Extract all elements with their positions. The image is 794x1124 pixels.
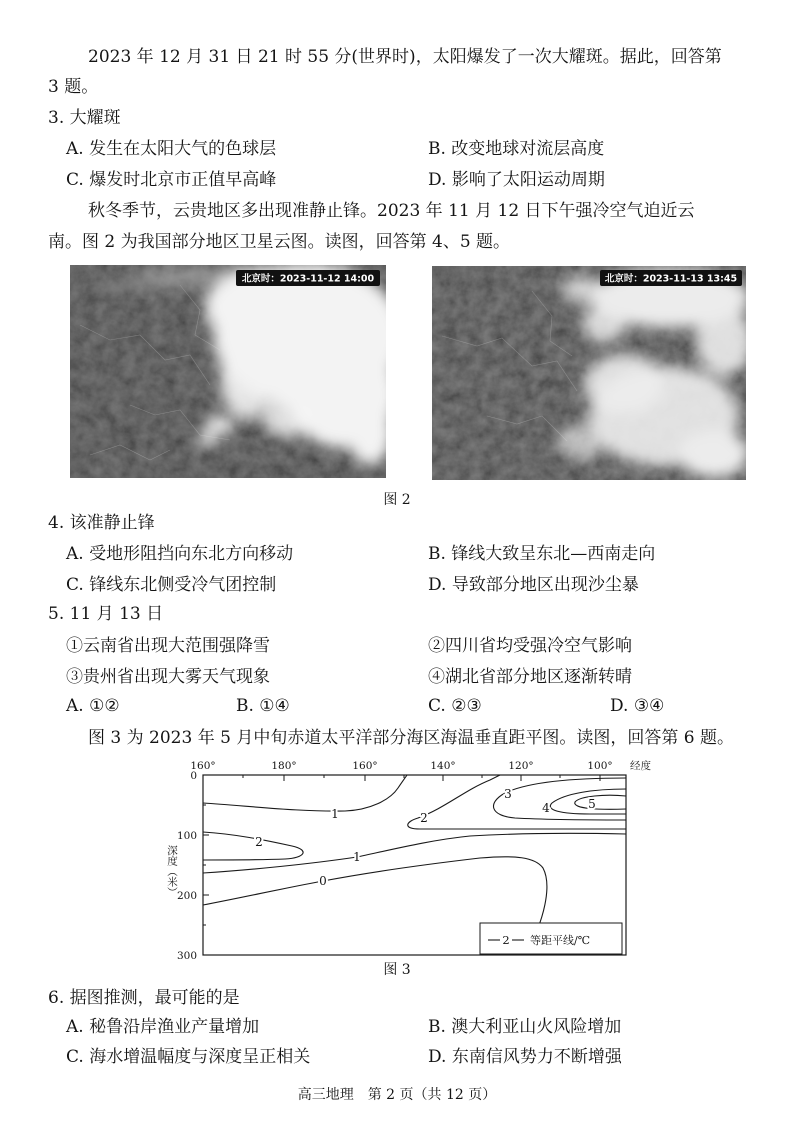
- q4-stem: 4. 该准静止锋: [48, 513, 155, 533]
- q5-statement-2: ②四川省均受强冷空气影响: [428, 636, 632, 656]
- q6-intro: 图 3 为 2023 年 5 月中旬赤道太平洋部分海区海温垂直距平图。读图，回答第 6 题。: [88, 728, 734, 748]
- q45-intro-line-1: 秋冬季节，云贵地区多出现准静止锋。2023 年 11 月 12 日下午强冷空气迫近云: [88, 201, 695, 221]
- q4-option-d: D. 导致部分地区出现沙尘暴: [428, 575, 639, 595]
- y-tick-label: 300: [176, 950, 197, 962]
- y-tick-label: 0: [190, 770, 197, 782]
- q5-statement-3: ③贵州省出现大雾天气现象: [66, 667, 270, 687]
- q5-option-c: C. ②③: [428, 696, 482, 716]
- q4-option-b: B. 锋线大致呈东北—西南走向: [428, 544, 656, 564]
- q3-stem: 3. 大耀斑: [48, 108, 121, 128]
- q6-option-d: D. 东南信风势力不断增强: [428, 1047, 622, 1067]
- y-axis-title: 深度（米）: [166, 845, 178, 898]
- x-tick-label: 160°: [190, 760, 216, 772]
- x-axis-title: 经度: [630, 760, 651, 772]
- x-tick-label: 140°: [430, 760, 456, 772]
- q3-option-b: B. 改变地球对流层高度: [428, 139, 605, 159]
- contour-label: 2: [420, 811, 428, 825]
- satellite-image-nov13: [432, 266, 746, 480]
- contour-label: 2: [255, 835, 263, 849]
- contour-1-lower: [203, 833, 626, 873]
- q5-option-a: A. ①②: [66, 696, 120, 716]
- q3-option-d: D. 影响了太阳运动周期: [428, 170, 605, 190]
- q5-stem: 5. 11 月 13 日: [48, 604, 164, 624]
- q6-stem: 6. 据图推测，最可能的是: [48, 988, 240, 1008]
- contour-label: 0: [319, 874, 327, 888]
- figure-3-anomaly-chart: [160, 755, 660, 967]
- legend-sample-value: 2: [502, 933, 510, 947]
- y-tick-label: 200: [176, 890, 197, 902]
- contour-5: [575, 795, 626, 809]
- q4-option-c: C. 锋线东北侧受冷气团控制: [66, 575, 277, 595]
- contour-2-lower: [203, 832, 303, 860]
- contour-1-upper: [203, 775, 407, 811]
- x-tick-label: 160°: [352, 760, 378, 772]
- contour-label: 3: [504, 787, 512, 801]
- q3-intro-line-2: 3 题。: [48, 77, 99, 97]
- y-axis-ticks: [203, 805, 209, 925]
- satellite-timestamp-1: 北京时：2023-11-12 14:00: [241, 273, 375, 285]
- chart-legend: [480, 923, 622, 954]
- q5-option-b: B. ①④: [236, 696, 290, 716]
- contour-label: 1: [353, 850, 361, 864]
- q4-option-a: A. 受地形阻挡向东北方向移动: [66, 544, 294, 564]
- contour-label: 5: [588, 797, 596, 811]
- q6-option-b: B. 澳大利亚山火风险增加: [428, 1017, 622, 1037]
- q5-statement-4: ④湖北省部分地区逐渐转晴: [428, 667, 632, 687]
- satellite-timestamp-2: 北京时：2023-11-13 13:45: [604, 273, 738, 285]
- satellite-image-nov12: [70, 265, 386, 478]
- x-tick-label: 180°: [271, 760, 297, 772]
- q3-option-c: C. 爆发时北京市正值早高峰: [66, 170, 277, 190]
- q45-intro-line-2: 南。图 2 为我国部分地区卫星云图。读图，回答第 4、5 题。: [48, 232, 511, 252]
- x-tick-label: 100°: [587, 760, 613, 772]
- q5-statement-1: ①云南省出现大范围强降雪: [66, 636, 270, 656]
- q6-option-a: A. 秘鲁沿岸渔业产量增加: [66, 1017, 260, 1037]
- figure-3-caption: 图 3: [383, 962, 411, 978]
- x-axis-ticks: [243, 775, 600, 781]
- x-tick-label: 120°: [508, 760, 534, 772]
- q5-option-d: D. ③④: [610, 696, 665, 716]
- contour-label: 1: [331, 807, 339, 821]
- q3-intro-line-1: 2023 年 12 月 31 日 21 时 55 分(世界时)，太阳爆发了一次大耀斑。据此，回答第: [88, 47, 722, 67]
- q3-option-a: A. 发生在太阳大气的色球层: [66, 139, 277, 159]
- q6-option-c: C. 海水增温幅度与深度呈正相关: [66, 1047, 311, 1067]
- figure-2-caption: 图 2: [383, 492, 411, 508]
- page-footer: 高三地理 第 2 页（共 12 页）: [297, 1087, 497, 1103]
- y-tick-label: 100: [176, 830, 197, 842]
- legend-label: 等距平线/℃: [530, 934, 591, 947]
- contour-label: 4: [542, 801, 550, 815]
